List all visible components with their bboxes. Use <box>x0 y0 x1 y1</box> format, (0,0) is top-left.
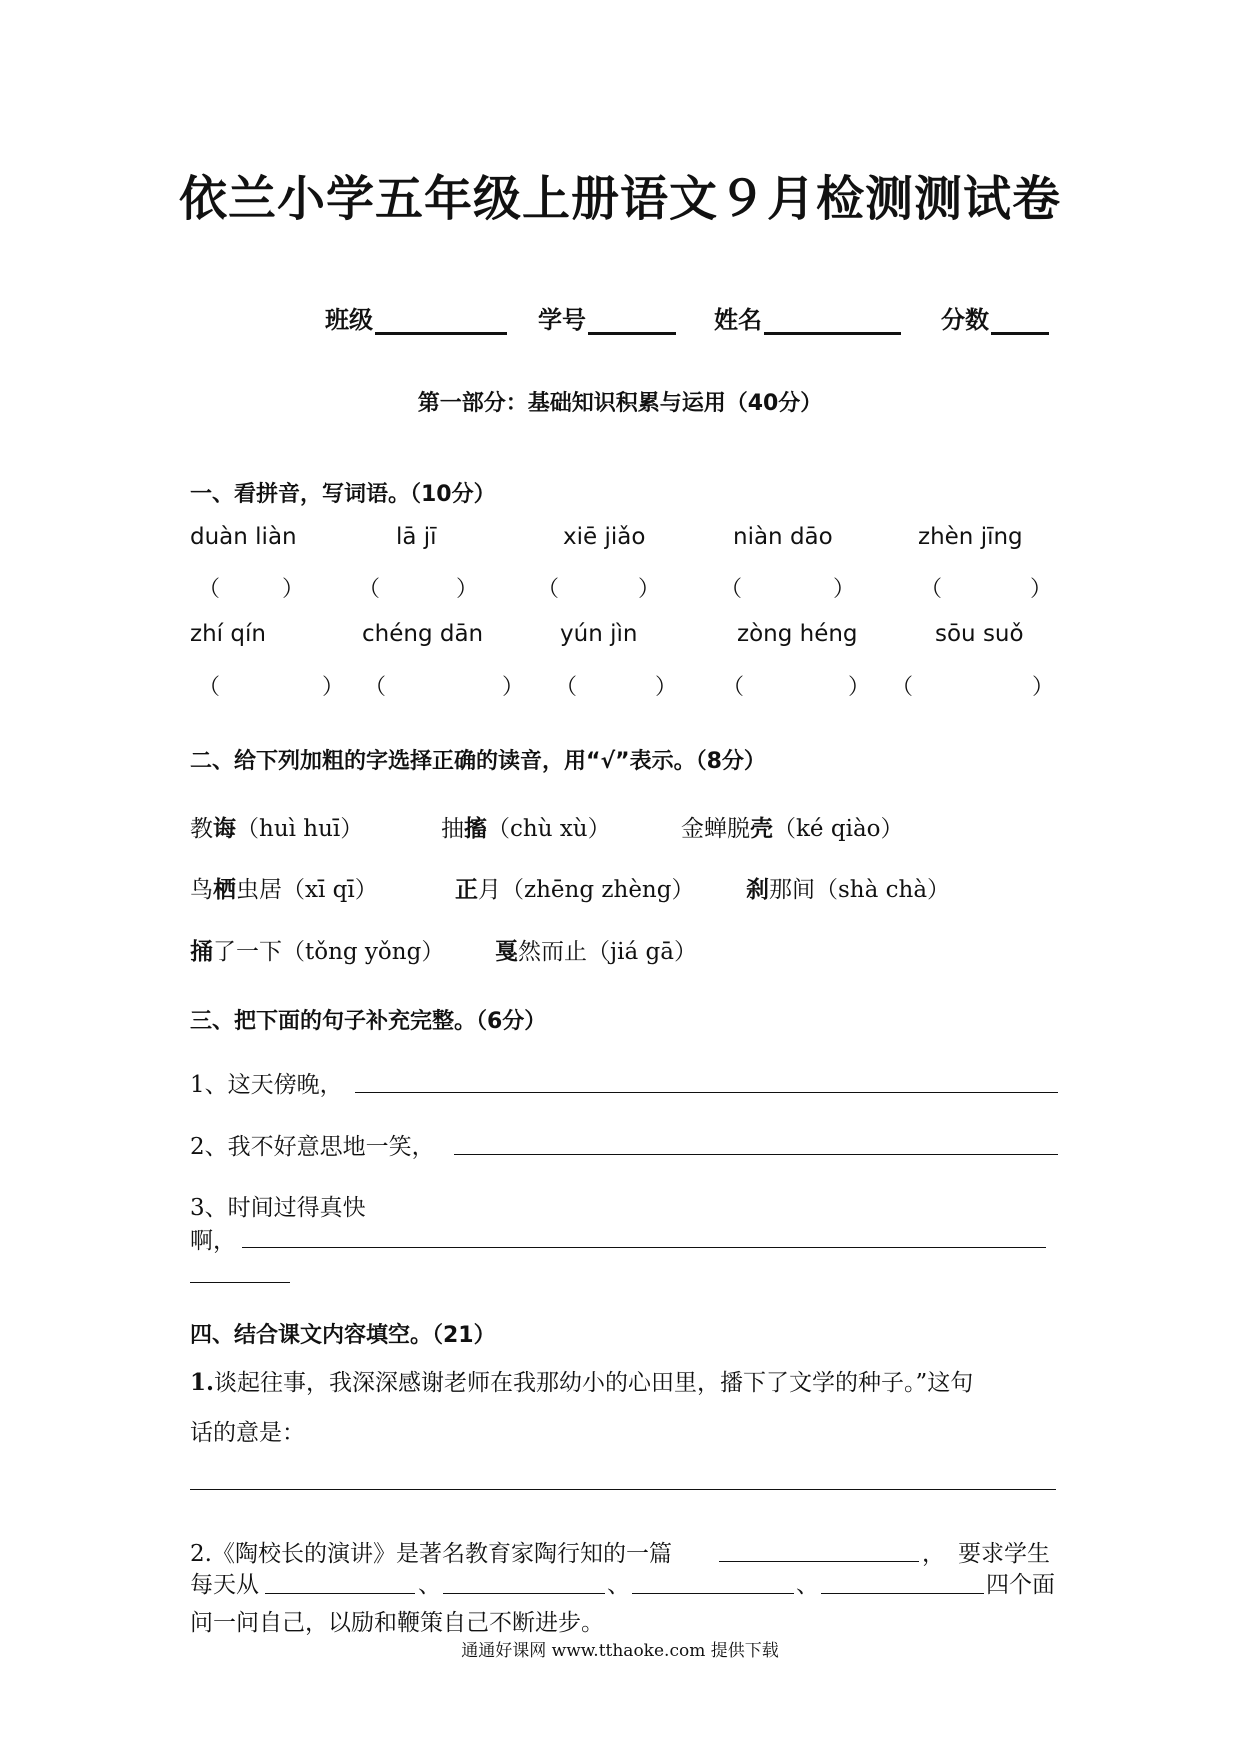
answer-paren-open: （ <box>920 577 943 602</box>
reading-item: 抽搐（chù xù） <box>441 815 611 842</box>
answer-blank[interactable] <box>190 1489 1056 1490</box>
answer-paren-open: （ <box>722 675 745 700</box>
answer-paren-close: ） <box>282 577 305 602</box>
punctuation: 、 <box>418 1572 441 1598</box>
answer-blank[interactable] <box>454 1154 1058 1155</box>
class-field <box>325 300 507 335</box>
answer-paren-close: ） <box>833 577 856 602</box>
score-blank[interactable] <box>991 308 1049 335</box>
pinyin-item: duàn liàn <box>190 524 297 550</box>
question-text: 1、这天傍晚， <box>190 1072 343 1098</box>
answer-paren-close: ） <box>848 675 871 700</box>
score-label: 分数 <box>941 306 989 334</box>
reading-item: 正月（zhēng zhèng） <box>455 876 695 903</box>
footer-credit: 通通好课网 www.tthaoke.com 提供下载 <box>461 1641 779 1661</box>
number-label: 学号 <box>538 306 586 334</box>
answer-blank[interactable] <box>821 1593 984 1594</box>
question-text: 2.《陶校长的演讲》是著名教育家陶行知的一篇 <box>190 1541 672 1567</box>
reading-item: 戛然而止（jiá gā） <box>495 938 697 965</box>
reading-item: 金蝉脱壳（ké qiào） <box>681 815 904 842</box>
answer-paren-close: ） <box>1030 577 1053 602</box>
number-blank[interactable] <box>588 308 676 335</box>
pinyin-item: xiē jiǎo <box>563 524 646 550</box>
reading-item: 教诲（huì huī） <box>190 815 364 842</box>
pinyin-item: niàn dāo <box>733 524 833 550</box>
section3-heading: 三、把下面的句子补充完整。（6分） <box>190 1009 547 1034</box>
punctuation: 、 <box>796 1572 819 1598</box>
answer-blank[interactable] <box>265 1593 415 1594</box>
punctuation: ， <box>922 1541 945 1567</box>
answer-blank[interactable] <box>190 1282 290 1283</box>
answer-paren-close: ） <box>638 577 661 602</box>
answer-paren-open: （ <box>720 577 743 602</box>
question-text: 四个面 <box>986 1572 1055 1598</box>
score-field <box>941 300 1049 335</box>
answer-paren-open: （ <box>555 675 578 700</box>
question-text: 话的意是： <box>190 1420 305 1446</box>
answer-blank[interactable] <box>719 1561 919 1562</box>
pinyin-item: lā jī <box>396 524 437 550</box>
pinyin-item: zòng héng <box>737 621 858 647</box>
pinyin-item: yún jìn <box>560 621 638 647</box>
answer-paren-close: ） <box>322 675 345 700</box>
answer-blank[interactable] <box>355 1092 1058 1093</box>
class-blank[interactable] <box>375 308 507 335</box>
question-text: 啊， <box>190 1228 236 1254</box>
question-text: 问一问自己，以励和鞭策自己不断进步。 <box>190 1610 604 1636</box>
answer-paren-open: （ <box>537 577 560 602</box>
question-text: 每天从 <box>190 1572 259 1598</box>
section2-heading: 二、给下列加粗的字选择正确的读音，用“√”表示。（8分） <box>190 749 766 774</box>
answer-blank[interactable] <box>632 1593 794 1594</box>
question-text: 3、时间过得真快 <box>190 1195 366 1221</box>
punctuation: 、 <box>607 1572 630 1598</box>
class-label: 班级 <box>325 306 373 334</box>
question-text: 1.谈起往事，我深深感谢老师在我那幼小的心田里，播下了文学的种子。”这句 <box>190 1369 974 1396</box>
answer-paren-open: （ <box>198 577 221 602</box>
answer-paren-close: ） <box>502 675 525 700</box>
number-field <box>538 300 676 335</box>
answer-blank[interactable] <box>443 1593 605 1594</box>
pinyin-item: sōu suǒ <box>935 621 1024 647</box>
answer-paren-open: （ <box>198 675 221 700</box>
answer-paren-open: （ <box>891 675 914 700</box>
answer-paren-close: ） <box>655 675 678 700</box>
section1-heading: 一、看拼音，写词语。（10分） <box>190 482 496 507</box>
pinyin-item: chéng dān <box>362 621 484 647</box>
pinyin-item: zhèn jīng <box>918 524 1023 550</box>
answer-paren-open: （ <box>364 675 387 700</box>
reading-item: 刹那间（shà chà） <box>746 876 951 903</box>
answer-blank[interactable] <box>242 1247 1046 1248</box>
question-text: 要求学生 <box>958 1541 1050 1567</box>
name-blank[interactable] <box>764 308 901 335</box>
name-label: 姓名 <box>714 306 762 334</box>
answer-paren-close: ） <box>456 577 479 602</box>
answer-paren-open: （ <box>358 577 381 602</box>
page-title: 依兰小学五年级上册语文９月检测测试卷 <box>178 171 1061 227</box>
part-title: 第一部分：基础知识积累与运用（40分） <box>417 391 823 416</box>
reading-item: 捅了一下（tǒng yǒng） <box>190 938 445 965</box>
section4-heading: 四、结合课文内容填空。（21） <box>190 1323 496 1348</box>
name-field <box>714 300 901 335</box>
question-text: 2、我不好意思地一笑， <box>190 1134 435 1160</box>
reading-item: 鸟栖虫居（xī qī） <box>190 876 378 903</box>
pinyin-item: zhí qín <box>190 621 266 647</box>
answer-paren-close: ） <box>1032 675 1055 700</box>
